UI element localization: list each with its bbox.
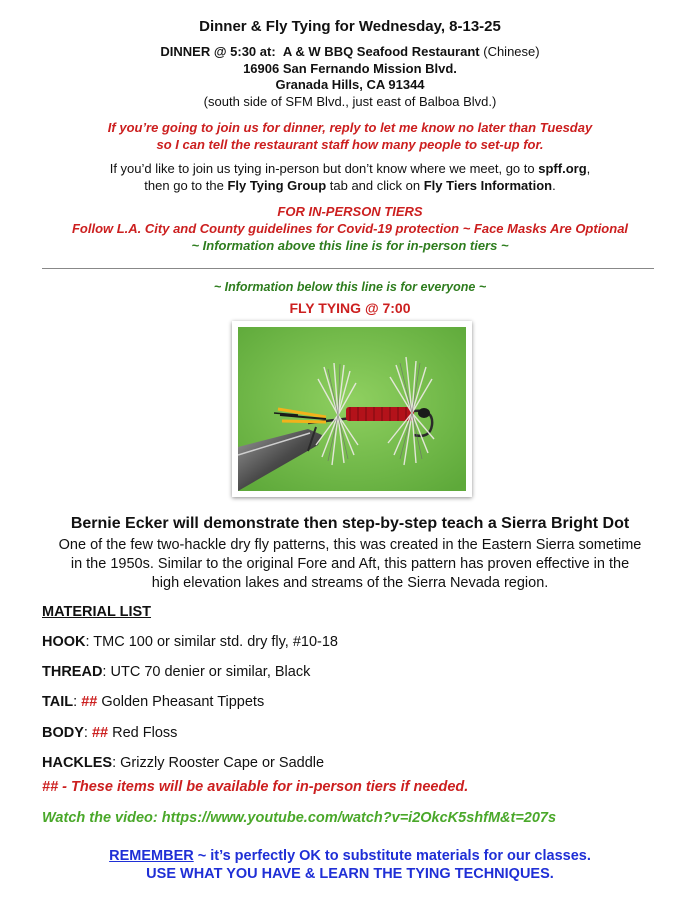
spff-link[interactable]: spff.org	[538, 161, 587, 176]
below-line-note: ~ Information below this line is for everyone ~	[213, 280, 487, 294]
section-divider	[42, 268, 654, 269]
sierra-bright-dot-fly-image	[238, 327, 466, 491]
material-list-heading: MATERIAL LIST	[42, 604, 152, 620]
meeting-text: If you’d like to join us tying in-person but don’t know where we meet, go to	[109, 161, 535, 176]
fly-tying-group-tab: Fly Tying Group	[227, 178, 327, 193]
fly-tying-time: FLY TYING @ 7:00	[289, 300, 411, 316]
in-person-heading: FOR IN-PERSON TIERS	[277, 204, 423, 219]
remember-note	[0, 847, 700, 883]
page-title: Dinner & Fly Tying for Wednesday, 8-13-25	[199, 18, 501, 35]
covid-guidelines: Follow L.A. City and County guidelines for Covid-19 protection ~ Face Masks Are Optional	[71, 221, 629, 236]
remember-text: ~ it’s perfectly OK to substitute materials for our classes.	[197, 848, 591, 864]
cuisine: (Chinese)	[483, 44, 540, 59]
hackles-value: Grizzly Rooster Cape or Saddle	[120, 755, 325, 771]
meeting-info	[0, 160, 700, 194]
meeting-text: tab and click on	[329, 178, 421, 193]
demo-description: One of the few two-hackle dry fly patterns, this was created in the Eastern Sierra sometime in the 1950s. Similar to the original Fore and Aft, this pattern has proven effective in the high elevation lakes and streams of the Sierra Nevada region.	[58, 537, 642, 591]
video-link[interactable]: Watch the video: https://www.youtube.com/watch?v=i2OkcK5shfM&t=207s	[42, 810, 557, 826]
remember-label: REMEMBER	[109, 848, 194, 864]
thread-value: UTC 70 denier or similar, Black	[110, 664, 311, 680]
tail-mark: ##	[81, 694, 98, 710]
city-address: Granada Hills, CA 91344	[275, 77, 425, 92]
tail-value: Golden Pheasant Tippets	[101, 694, 265, 710]
demo-title: Bernie Ecker will demonstrate then step-by-step teach a Sierra Bright Dot	[70, 515, 630, 532]
above-line-note: ~ Information above this line is for in-person tiers ~	[191, 238, 509, 253]
meeting-punct: ,	[586, 161, 591, 176]
dinner-line	[0, 44, 700, 61]
body-mark: ##	[91, 725, 109, 741]
street-address: 16906 San Fernando Mission Blvd.	[243, 60, 457, 76]
fly-photo	[232, 321, 472, 497]
material-thread: THREAD: UTC 70 denier or similar, Black	[42, 664, 311, 680]
availability-note: ## - These items will be available for in-person tiers if needed.	[42, 779, 469, 795]
body-value: Red Floss	[112, 725, 178, 741]
location-note: (south side of SFM Blvd., just east of Balboa Blvd.)	[203, 93, 497, 109]
meeting-punct: .	[552, 178, 556, 193]
rsvp-note	[0, 120, 700, 153]
rsvp-line-1: If you’re going to join us for dinner, reply to let me know no later than Tuesday	[107, 120, 593, 135]
fly-tiers-information-link: Fly Tiers Information	[423, 178, 553, 193]
hook-value: TMC 100 or similar std. dry fly, #10-18	[93, 634, 338, 650]
thread-label: THREAD	[42, 664, 103, 680]
meeting-text: then go to the	[144, 178, 224, 193]
material-tail: TAIL: ## Golden Pheasant Tippets	[42, 694, 265, 710]
material-hook: HOOK: TMC 100 or similar std. dry fly, #10-18	[42, 634, 338, 650]
material-body: BODY: ## Red Floss	[42, 725, 178, 741]
body-label: BODY	[42, 725, 84, 741]
hook-label: HOOK	[42, 634, 86, 650]
in-person-section	[0, 203, 700, 254]
dinner-info	[0, 44, 700, 110]
rsvp-line-2: so I can tell the restaurant staff how many people to set-up for.	[156, 136, 544, 152]
material-hackles: HACKLES: Grizzly Rooster Cape or Saddle	[42, 755, 325, 771]
tail-label: TAIL	[42, 694, 74, 710]
dinner-label: DINNER @ 5:30 at:	[160, 44, 276, 59]
remember-line-2: USE WHAT YOU HAVE & LEARN THE TYING TECHNIQUES.	[146, 866, 554, 882]
restaurant-name: A & W BBQ Seafood Restaurant	[282, 44, 480, 59]
hackles-label: HACKLES	[42, 755, 113, 771]
